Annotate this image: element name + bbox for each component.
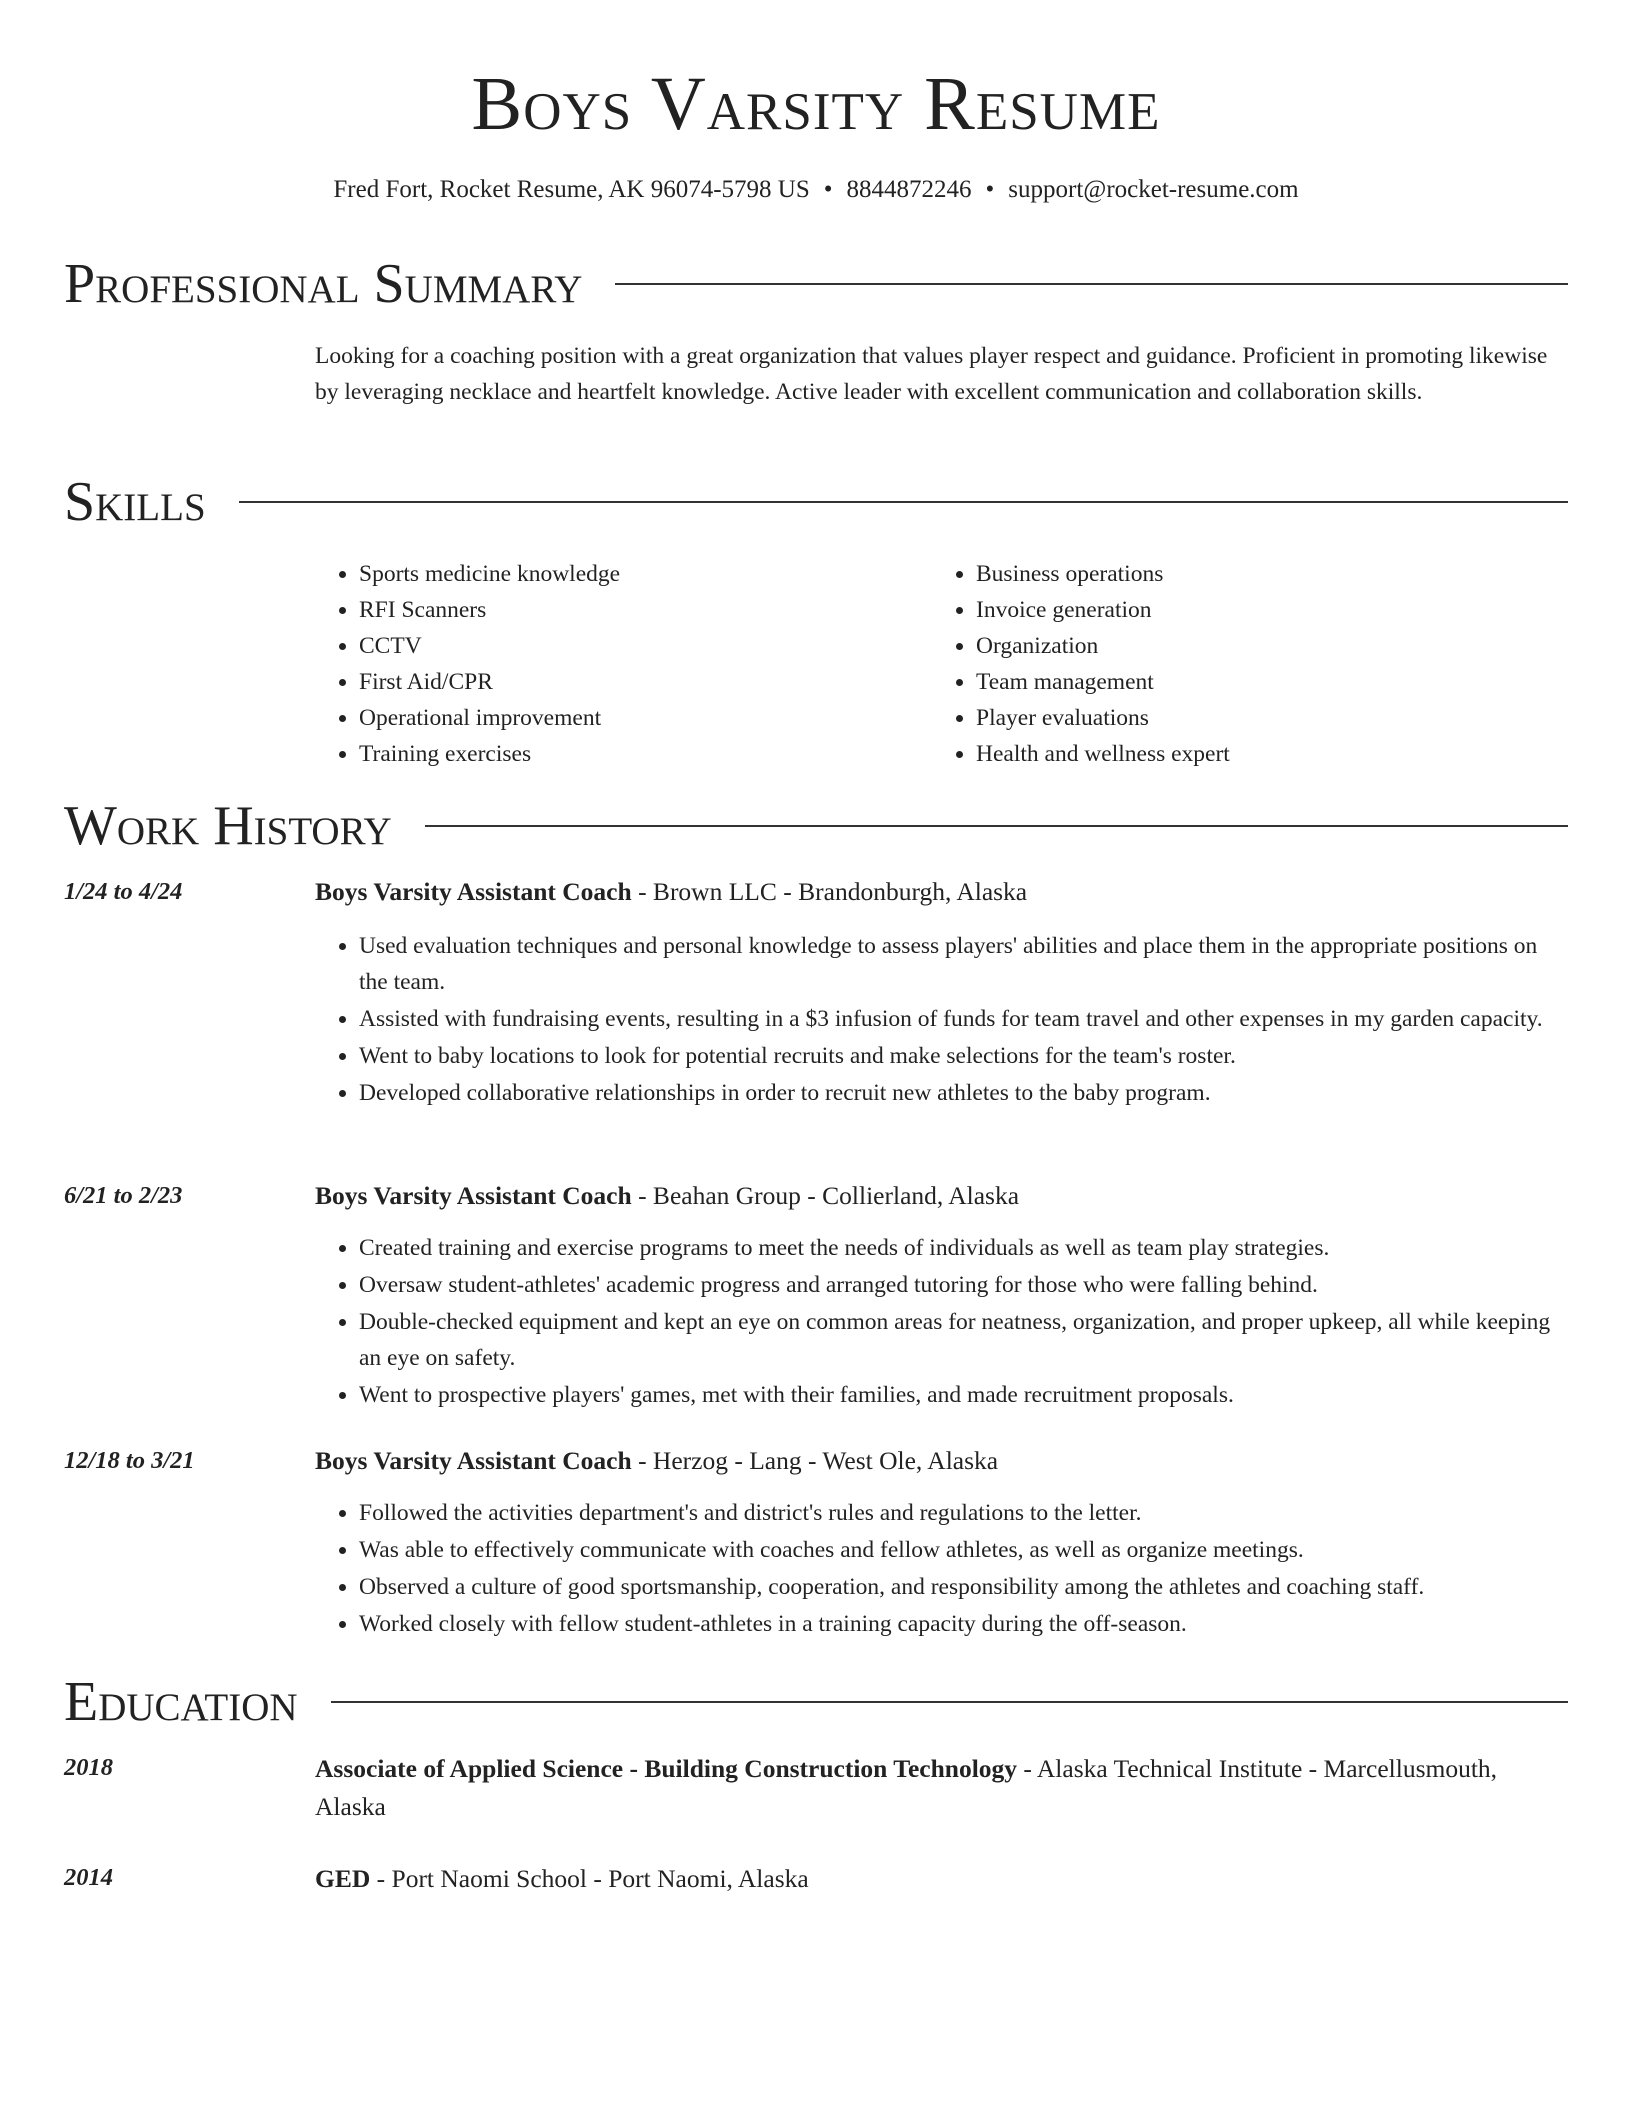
skill-item: • Health and wellness expert	[976, 736, 1549, 772]
section-title: Professional Summary	[64, 253, 583, 315]
skills-list	[315, 556, 1568, 772]
job-bullet: • Oversaw student-athletes' academic progress and arranged tutoring for those who were falling behind.	[359, 1267, 1568, 1303]
resume-name: Boys Varsity Resume	[471, 62, 1161, 146]
job-bullet: • Used evaluation techniques and personal knowledge to assess players' abilities and place them in the appropriate positions on the team.	[359, 928, 1568, 1000]
section-rule	[425, 825, 1568, 827]
education-detail	[315, 1860, 1568, 1898]
section-title: Skills	[64, 471, 206, 533]
job-bullet: • Went to prospective players' games, met with their families, and made recruitment proposals.	[359, 1377, 1568, 1413]
phone: 8844872246	[846, 176, 972, 203]
section-professional-summary	[64, 252, 1568, 316]
section-rule	[331, 1701, 1568, 1703]
separator-dot: •	[985, 176, 995, 203]
education-school: - Alaska Technical Institute - Marcellusmouth, Alaska	[315, 1754, 1498, 1821]
education-detail	[315, 1750, 1568, 1826]
skill-item: • RFI Scanners	[359, 592, 932, 628]
contact-line	[64, 174, 1568, 206]
job-bullets	[315, 928, 1568, 1112]
skills-column-right	[932, 556, 1549, 772]
skill-item: • Organization	[976, 628, 1549, 664]
section-education	[64, 1670, 1568, 1734]
summary-text: Looking for a coaching position with a great organization that values player respect and guidance. Proficient in promoting likewise by leveraging necklace and heartfelt knowledge. Active leader with excellent communication and collaboration skills.	[315, 343, 1548, 405]
job-employer: - Herzog - Lang - West Ole, Alaska	[631, 1446, 999, 1475]
email: support@rocket-resume.com	[1008, 176, 1299, 203]
job-headline	[315, 1178, 1568, 1214]
separator-dot: •	[823, 176, 833, 203]
education-year: 2018	[64, 1754, 113, 1781]
skill-item: • Business operations	[976, 556, 1549, 592]
skill-item: • First Aid/CPR	[359, 664, 932, 700]
education-school: - Port Naomi School - Port Naomi, Alaska	[370, 1864, 809, 1893]
section-work-history	[64, 794, 1568, 858]
job-title: Boys Varsity Assistant Coach	[315, 1181, 632, 1210]
job-bullet: • Observed a culture of good sportsmanship, cooperation, and responsibility among the athletes and coaching staff.	[359, 1569, 1568, 1605]
job-employer: - Beahan Group - Collierland, Alaska	[631, 1181, 1020, 1210]
job-bullet: • Assisted with fundraising events, resulting in a $3 infusion of funds for team travel and other expenses in my garden capacity.	[359, 1001, 1568, 1037]
section-skills	[64, 470, 1568, 534]
skill-item: • CCTV	[359, 628, 932, 664]
skill-item: • Sports medicine knowledge	[359, 556, 932, 592]
job-title: Boys Varsity Assistant Coach	[315, 1446, 632, 1475]
job-bullet: • Created training and exercise programs to meet the needs of individuals as well as team play strategies.	[359, 1230, 1568, 1266]
job-bullet: • Double-checked equipment and kept an eye on common areas for neatness, organization, and proper upkeep, all while keeping an eye on safety.	[359, 1304, 1568, 1376]
job-bullets	[315, 1495, 1568, 1643]
section-title: Work History	[64, 795, 392, 857]
job-dates: 1/24 to 4/24	[64, 878, 183, 905]
job-headline	[315, 874, 1568, 910]
job-bullet: • Was able to effectively communicate with coaches and fellow athletes, as well as organize meetings.	[359, 1532, 1568, 1568]
job-bullet: • Developed collaborative relationships in order to recruit new athletes to the baby program.	[359, 1075, 1568, 1111]
section-rule	[615, 283, 1568, 285]
section-rule	[239, 501, 1568, 503]
skill-item: • Training exercises	[359, 736, 932, 772]
job-dates: 12/18 to 3/21	[64, 1447, 195, 1474]
job-bullet: • Went to baby locations to look for potential recruits and make selections for the team's roster.	[359, 1038, 1568, 1074]
education-degree: Associate of Applied Science - Building Construction Technology	[315, 1754, 1018, 1783]
job-title: Boys Varsity Assistant Coach	[315, 877, 632, 906]
skill-item: • Player evaluations	[976, 700, 1549, 736]
education-degree: GED	[315, 1864, 371, 1893]
section-title: Education	[64, 1671, 298, 1733]
job-bullet: • Followed the activities department's and district's rules and regulations to the letter.	[359, 1495, 1568, 1531]
job-headline	[315, 1443, 1568, 1479]
job-employer: - Brown LLC - Brandonburgh, Alaska	[631, 877, 1028, 906]
address: Fred Fort, Rocket Resume, AK 96074-5798 US	[333, 176, 810, 203]
education-year: 2014	[64, 1864, 113, 1891]
skill-item: • Invoice generation	[976, 592, 1549, 628]
job-bullets	[315, 1230, 1568, 1414]
skill-item: • Team management	[976, 664, 1549, 700]
job-bullet: • Worked closely with fellow student-athletes in a training capacity during the off-season.	[359, 1606, 1568, 1642]
skills-column-left	[315, 556, 932, 772]
skill-item: • Operational improvement	[359, 700, 932, 736]
job-dates: 6/21 to 2/23	[64, 1182, 183, 1209]
